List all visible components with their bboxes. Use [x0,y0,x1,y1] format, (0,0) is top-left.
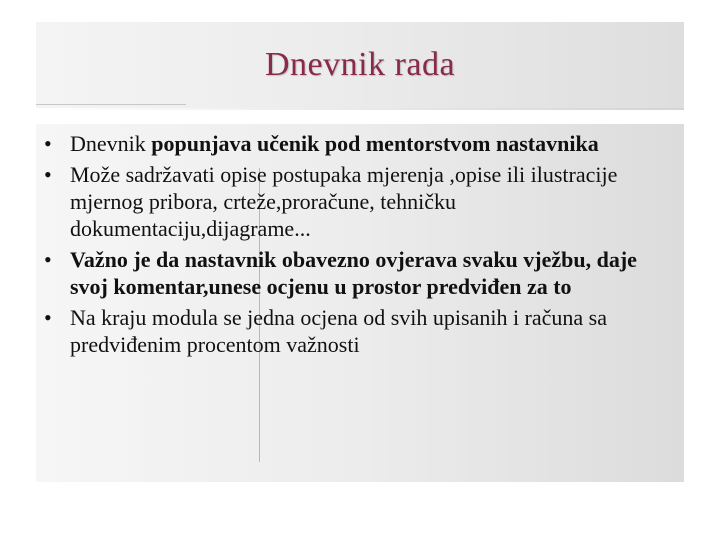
bullet-marker: • [44,162,52,187]
bullet-marker: • [44,247,52,272]
bullet-item [44,130,674,157]
bullet-list [44,130,674,362]
bullet-text: Dnevnik [70,131,152,156]
bullet-item [44,161,674,242]
bullet-text: Na kraju modula se jedna ocjena od svih upisanih i računa sa predviđenim procentom važnosti [70,305,608,357]
bullet-text: Može sadržavati opise postupaka mjerenja ,opise ili ilustracije mjernog pribora, crteže,proračune, tehničku dokumentaciju,dijagrame... [70,162,618,241]
bullet-marker: • [44,131,52,156]
bullet-item [44,246,674,300]
title-underline [36,104,186,105]
bullet-text-bold: popunjava učenik pod mentorstvom nastavnika [151,131,599,156]
bullet-text-bold: Važno je da nastavnik obavezno ovjerava svaku vježbu, daje svoj komentar,unese ocjenu u prostor predviđen za to [70,247,637,299]
bullet-item [44,304,674,358]
slide-title: Dnevnik rada [264,46,456,83]
bullet-marker: • [44,305,52,330]
